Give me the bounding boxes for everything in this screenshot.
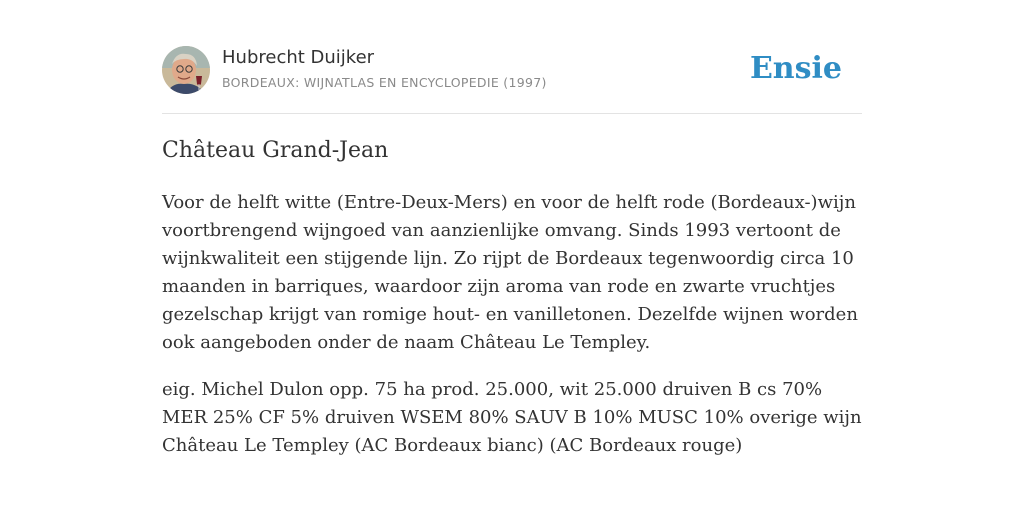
entry-header: [162, 46, 862, 96]
entry-body: [162, 189, 862, 479]
entry-card: [162, 46, 862, 456]
author-name[interactable]: Hubrecht Duijker: [222, 47, 375, 68]
book-title[interactable]: BORDEAUX: WIJNATLAS EN ENCYCLOPEDIE (1997): [222, 75, 547, 90]
author-avatar[interactable]: [162, 46, 210, 94]
entry-paragraph: eig. Michel Dulon opp. 75 ha prod. 25.000, wit 25.000 druiven B cs 70% MER 25% CF 5% druiven WSEM 80% SAUV B 10% MUSC 10% overige wijn Château Le Templey (AC Bordeaux bianc) (AC Bordeaux rouge): [162, 379, 862, 456]
entry-paragraph: Voor de helft witte (Entre-Deux-Mers) en voor de helft rode (Bordeaux-)wijn voortbrengend wijngoed van aanzienlijke omvang. Sinds 1993 vertoont de wijnkwaliteit een stijgende lijn. Zo rijpt de Bordeaux tegenwoordig circa 10 maanden in barriques, waardoor zijn aroma van rode en zwarte vruchtjes gezelschap krijgt van romige hout- en vanilletonen. Dezelfde wijnen worden ook aangeboden onder de naam Château Le Templey.: [162, 192, 858, 353]
ensie-logo[interactable]: Ensie: [749, 51, 842, 86]
entry-title: Château Grand-Jean: [162, 138, 389, 163]
header-divider: [162, 113, 862, 114]
